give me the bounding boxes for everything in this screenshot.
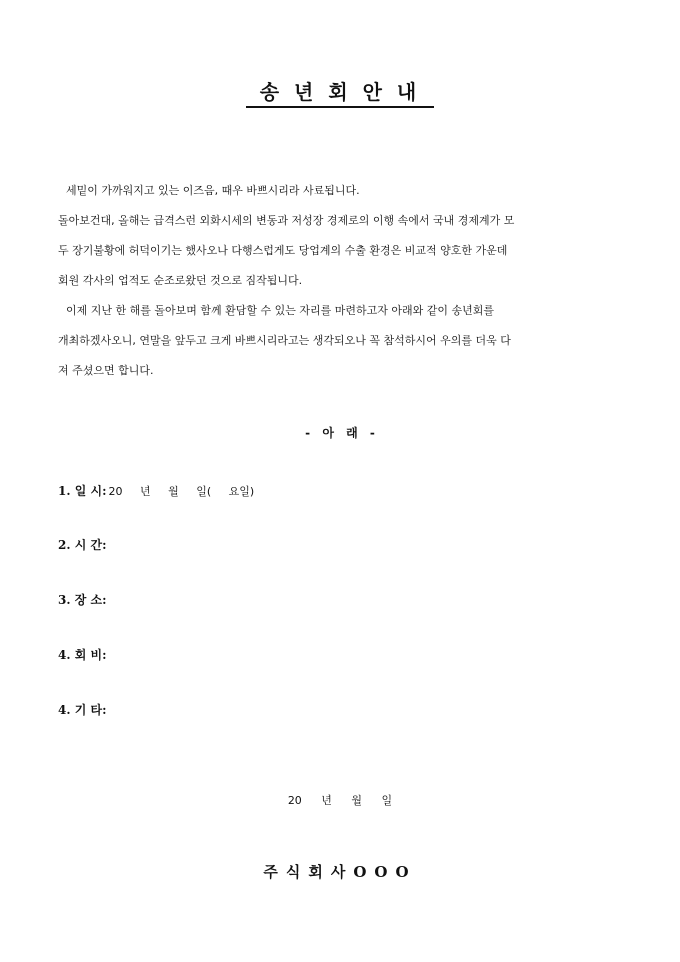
body-line-1: 세밑이 가까워지고 있는 이즈음, 때우 바쁘시리라 사료됩니다. [66,184,360,197]
body-line-6: 개최하겠사오니, 연말을 앞두고 크게 바쁘시리라고는 생각되오나 꼭 참석하시어 우의를 더욱 다 [58,334,511,347]
body-line-3: 두 장기불황에 허덕이기는 했사오나 다행스럽게도 당업계의 수출 환경은 비교적 양호한 가운데 [58,244,508,257]
item-etc-label: 4. 기 타: [58,703,107,717]
body-line-7: 져 주셨으면 합니다. [58,364,154,377]
item-date-value: 20 년 월 일( 요일) [108,485,255,498]
item-fee [58,647,109,664]
body-line-5: 이제 지난 한 해를 돌아보며 함께 환담할 수 있는 자리를 마련하고자 아래와 같이 송년회를 [66,304,494,317]
item-place-label: 3. 장 소: [58,593,107,607]
item-date-label: 1. 일 시: [58,484,107,498]
document-date: 20 년 월 일 [287,794,393,807]
item-time-label: 2. 시 간: [58,538,107,552]
company-name: 주식회사OOO [263,863,417,881]
body-line-2: 돌아보건대, 올해는 급격스런 외화시세의 변동과 저성장 경제로의 이행 속에서 국내 경제계가 모 [58,214,515,227]
body-line-4: 회원 각사의 업적도 순조로왔던 것으로 짐작됩니다. [58,274,303,287]
body-paragraph [58,176,624,386]
item-date [58,483,254,500]
item-place [58,592,109,609]
item-fee-label: 4. 회 비: [58,648,107,662]
section-separator: - 아 래 - [305,426,375,440]
document-title: 송 년 회 안 내 [259,80,421,104]
title-underline [246,106,434,108]
item-time [58,537,109,554]
item-etc [58,702,109,719]
